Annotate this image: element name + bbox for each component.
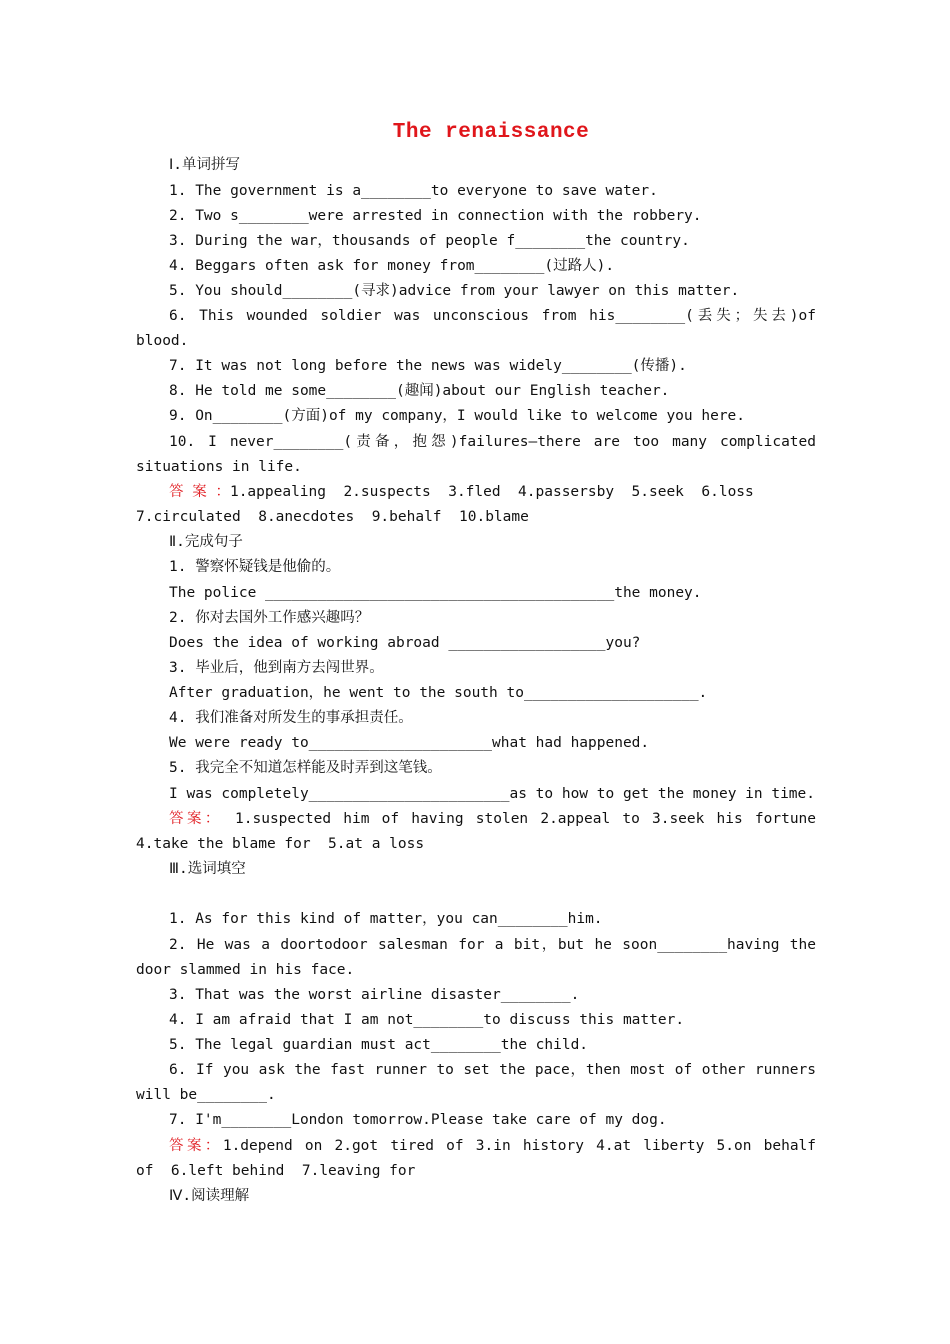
- question-text: 5. You should________(寻求)advice from your lawyer on this matter.: [169, 283, 740, 299]
- question-text: 7. I'm________London tomorrow.Please take care of my dog.: [169, 1112, 667, 1128]
- chinese-prompt: 4. 我们准备对所发生的事承担责任。: [169, 710, 413, 726]
- question-text: 4. Beggars often ask for money from________(过路人).: [169, 258, 615, 274]
- english-sentence: I was completely_______________________as to how to get the money in time.: [169, 786, 816, 802]
- answer-text: 1.suspected him of having stolen 2.appeal to 3.seek his fortune: [235, 811, 817, 827]
- answer-line: [169, 480, 816, 505]
- question-text: 2. He was a doortodoor salesman for a bit，but he soon________having the: [169, 937, 816, 953]
- question-text: 8. He told me some________(趣闻)about our English teacher.: [169, 383, 670, 399]
- question-text: 1. The government is a________to everyone to save water.: [169, 183, 658, 199]
- question-text: 2. Two s________were arrested in connection with the robbery.: [169, 208, 702, 224]
- english-sentence: After graduation，he went to the south to____________________.: [169, 685, 708, 701]
- chinese-prompt: 1. 警察怀疑钱是他偷的。: [169, 559, 341, 575]
- chinese-prompt: 3. 毕业后，他到南方去闯世界。: [169, 660, 384, 676]
- answer-text-continued: of 6.left behind 7.leaving for: [136, 1163, 416, 1179]
- question-text: 7. It was not long before the news was widely________(传播).: [169, 358, 687, 374]
- answer-text: 1.appealing 2.suspects 3.fled 4.passersby 5.seek 6.loss: [229, 484, 754, 500]
- answer-text-continued: 4.take the blame for 5.at a loss: [136, 836, 425, 852]
- answer-text: 1.depend on 2.got tired of 3.in history 4.at liberty 5.on behalf: [222, 1138, 817, 1154]
- answer-line: [169, 807, 816, 832]
- chinese-prompt: 2. 你对去国外工作感兴趣吗？: [169, 610, 370, 626]
- question-text: 3. During the war，thousands of people f________the country.: [169, 233, 690, 249]
- answer-label: 答案：: [169, 1138, 223, 1154]
- question-text: 1. As for this kind of matter，you can________him.: [169, 911, 603, 927]
- answer-label: 答案：: [169, 811, 223, 827]
- english-sentence: The police ________________________________________the money.: [169, 585, 702, 601]
- question-text-continued: blood.: [136, 333, 189, 349]
- question-text-continued: situations in life.: [136, 459, 302, 475]
- section-heading-word-fill: Ⅲ.选词填空: [169, 861, 246, 877]
- question-text: 10. I never________(责备，抱怨)failures—there are too many complicated: [169, 434, 816, 450]
- english-sentence: We were ready to_____________________what had happened.: [169, 735, 650, 751]
- answer-text-continued: 7.circulated 8.anecdotes 9.behalf 10.blame: [136, 509, 529, 525]
- question-text: 9. On________(方面)of my company，I would like to welcome you here.: [169, 408, 746, 424]
- answer-label: 答 案 ：: [169, 484, 230, 500]
- question-text: 3. That was the worst airline disaster________.: [169, 987, 580, 1003]
- section-heading-reading: Ⅳ.阅读理解: [169, 1188, 250, 1204]
- question-text: 4. I am afraid that I am not________to discuss this matter.: [169, 1012, 685, 1028]
- english-sentence: Does the idea of working abroad __________________you?: [169, 635, 641, 651]
- question-text-continued: door slammed in his face.: [136, 962, 355, 978]
- question-text: 6. If you ask the fast runner to set the pace，then most of other runners: [169, 1062, 816, 1078]
- section-heading-complete-sentences: Ⅱ.完成句子: [169, 534, 243, 550]
- question-text: 5. The legal guardian must act________the child.: [169, 1037, 589, 1053]
- page-title: The renaissance: [392, 121, 590, 144]
- section-heading-spelling: Ⅰ.单词拼写: [169, 157, 241, 173]
- chinese-prompt: 5. 我完全不知道怎样能及时弄到这笔钱。: [169, 760, 442, 776]
- question-text: 6. This wounded soldier was unconscious from his________(丢失；失去)of: [169, 308, 816, 324]
- question-text-continued: will be________.: [136, 1087, 276, 1103]
- answer-line: [169, 1134, 816, 1159]
